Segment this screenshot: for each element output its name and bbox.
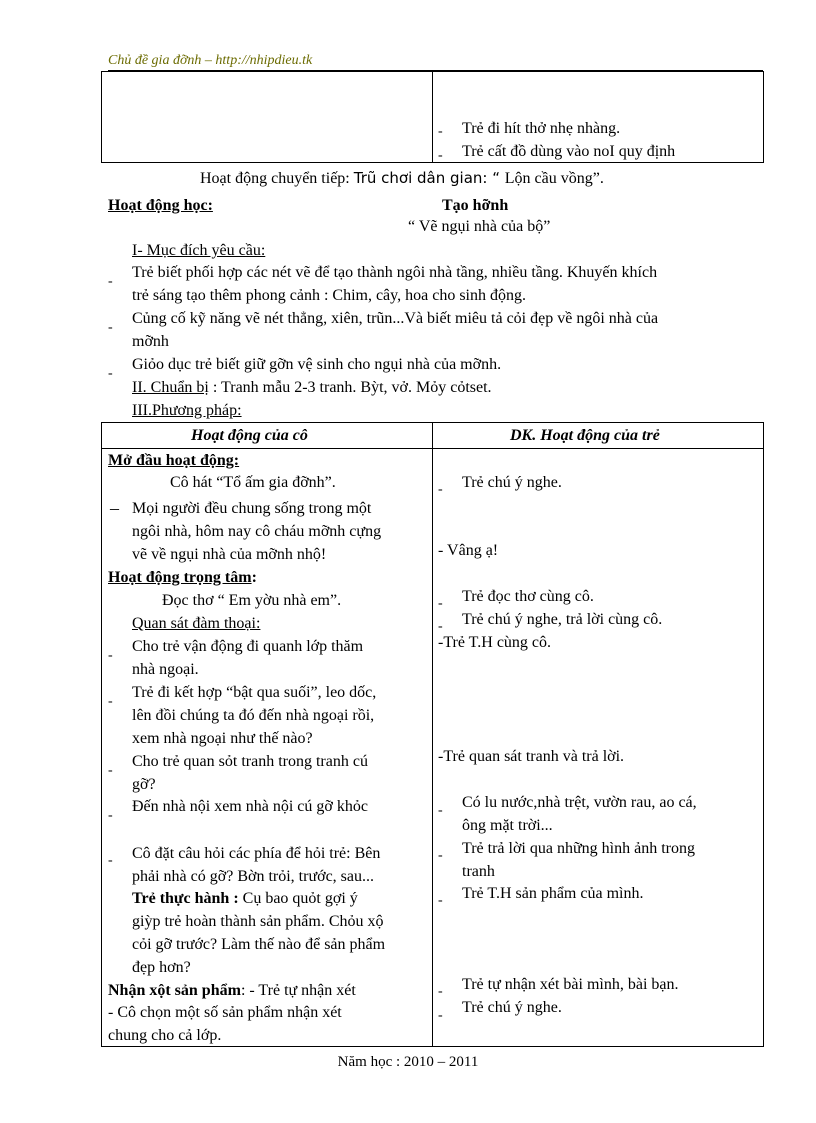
- resp-7-line-2: ông mặt trời...: [462, 817, 553, 834]
- top-right-line-2: Trẻ cất đồ dùng vào noI quy định: [462, 143, 676, 160]
- resp-10: Trẻ tự nhận xét bài mình, bài bạn.: [462, 976, 679, 993]
- bullet-dash: -: [438, 848, 443, 863]
- review-label: Nhận xột sản phẩm: [108, 982, 241, 999]
- bullet-dash: -: [438, 124, 443, 139]
- section3-heading: III.Phương pháp:: [132, 402, 242, 419]
- footer-school-year: Năm học : 2010 – 2011: [337, 1054, 479, 1070]
- item5-line-2: phải nhà có gỡ? Bờn trỏi, trước, sau...: [132, 868, 374, 885]
- bullet-dash: -: [438, 893, 443, 908]
- review-line: [108, 982, 356, 1000]
- resp-7-line-1: Có lu nước,nhà trệt, vườn rau, ao cá,: [462, 794, 697, 811]
- bullet-dash: -: [438, 148, 443, 163]
- section1-heading: [132, 242, 265, 260]
- item3-line-1: Cho trẻ quan sỏt tranh trong tranh cú: [132, 753, 368, 770]
- lesson-label: Hoạt động học:: [108, 197, 213, 214]
- aim-3: Giỏo dục trẻ biết giữ gỡn vệ sinh cho ngụi nhà của mỡnh.: [132, 356, 502, 373]
- lesson-subject: Tạo hỡnh: [442, 197, 509, 214]
- resp-2: - Vâng ạ!: [438, 542, 499, 559]
- aim-1-line-1: Trẻ biết phối hợp các nét vẽ để tạo thành ngôi nhà tầng, nhiều tầng. Khuyến khích: [132, 264, 658, 281]
- transition-game: Trũ chơi dân gian: “: [353, 169, 505, 187]
- transition-prefix: Hoạt động chuyển tiếp:: [200, 170, 354, 187]
- focus-label-colon: :: [251, 569, 257, 586]
- everyone-line-3: vẽ về ngụi nhà của mỡnh nhộ!: [132, 546, 327, 563]
- bullet-dash: -: [108, 808, 113, 823]
- item3-line-2: gỡ?: [132, 776, 156, 793]
- review2-line-1: - Cô chọn một số sản phẩm nhận xét: [108, 1004, 342, 1021]
- transition-title: Lộn cầu vồng”.: [504, 170, 604, 187]
- resp-8-line-1: Trẻ trả lời qua những hình ảnh trong: [462, 840, 695, 857]
- practice-text: Cụ bao quỏt gợi ý: [238, 890, 358, 907]
- focus-label: [108, 569, 257, 587]
- poem-line: Đọc thơ “ Em yờu nhà em”.: [162, 592, 342, 609]
- practice-line-4: đẹp hơn?: [132, 959, 191, 976]
- bullet-dash: -: [108, 274, 113, 289]
- resp-3: Trẻ đọc thơ cùng cô.: [462, 588, 594, 605]
- resp-6: -Trẻ quan sát tranh và trả lời.: [438, 748, 625, 765]
- review-tail: : - Trẻ tự nhận xét: [240, 982, 356, 999]
- lesson-topic: “ Vẽ ngụi nhà của bộ”: [408, 218, 551, 235]
- practice-line-2: giỳp trẻ hoàn thành sản phẩm. Chỏu xộ: [132, 913, 384, 930]
- focus-label-text: Hoạt động trọng tâm: [108, 569, 252, 586]
- bullet-dash: –: [110, 498, 119, 518]
- transition-line: [200, 169, 604, 188]
- bullet-dash: -: [108, 366, 113, 381]
- section1-heading-text: I- Mục đích yêu cầu:: [132, 242, 266, 259]
- review2-line-2: chung cho cả lớp.: [108, 1027, 222, 1044]
- bullet-dash: -: [438, 984, 443, 999]
- top-right-line-1: Trẻ đi hít thở nhẹ nhàng.: [462, 120, 621, 137]
- item1-line-2: nhà ngoại.: [132, 661, 199, 678]
- practice-line-1: [132, 890, 358, 908]
- aim-2-line-2: mỡnh: [132, 333, 169, 350]
- header-link[interactable]: Chủ đề gia đỡnh – http://nhipdieu.tk: [108, 53, 313, 68]
- bullet-dash: -: [438, 596, 443, 611]
- item2-line-3: xem nhà ngoại như thế nào?: [132, 730, 313, 747]
- bullet-dash: -: [438, 482, 443, 497]
- bullet-dash: -: [438, 803, 443, 818]
- resp-1: Trẻ chú ý nghe.: [462, 474, 562, 491]
- resp-9: Trẻ T.H sản phẩm của mình.: [462, 885, 644, 902]
- practice-label: Trẻ thực hành :: [132, 890, 239, 907]
- observe-label: Quan sát đàm thoại:: [132, 615, 261, 632]
- practice-line-3: cỏi gỡ trước? Làm thế nào để sản phẩm: [132, 936, 386, 953]
- col1-header: Hoạt động của cô: [191, 427, 308, 444]
- resp-8-line-2: tranh: [462, 863, 495, 880]
- resp-4: Trẻ chú ý nghe, trả lời cùng cô.: [462, 611, 663, 628]
- bullet-dash: -: [438, 619, 443, 634]
- item4: Đến nhà nội xem nhà nội cú gỡ khỏc: [132, 798, 368, 815]
- bullet-dash: -: [108, 694, 113, 709]
- item2-line-1: Trẻ đi kết hợp “bật qua suối”, leo dốc,: [132, 684, 377, 701]
- everyone-line-1: Mọi người đều chung sống trong một: [132, 500, 372, 517]
- resp-11: Trẻ chú ý nghe.: [462, 999, 562, 1016]
- song-line: Cô hát “Tổ ấm gia đỡnh”.: [170, 474, 336, 491]
- bullet-dash: -: [108, 853, 113, 868]
- item5-line-1: Cô đặt câu hỏi các phía để hỏi trẻ: Bên: [132, 845, 381, 862]
- bullet-dash: -: [108, 320, 113, 335]
- section2: [132, 379, 492, 397]
- bullet-dash: -: [438, 1008, 443, 1023]
- item2-line-2: lên đồi chúng ta đó đến nhà ngoại rồi,: [132, 707, 375, 724]
- opening-label: Mở đầu hoạt động:: [108, 452, 240, 469]
- bullet-dash: -: [108, 648, 113, 663]
- section2-text: : Tranh mẫu 2-3 tranh. Bỳt, vở. Mỏy cỏtset.: [208, 379, 492, 396]
- col2-header: DK. Hoạt động của trẻ: [510, 427, 660, 444]
- top-table-divider: [432, 71, 433, 163]
- resp-5: -Trẻ T.H cùng cô.: [438, 634, 552, 651]
- main-table-divider: [432, 422, 433, 1047]
- aim-2-line-1: Củng cố kỹ năng vẽ nét thẳng, xiên, trũn...Và biết miêu tả cỏi đẹp về ngôi nhà của: [132, 310, 659, 327]
- item1-line-1: Cho trẻ vận động đi quanh lớp thăm: [132, 638, 364, 655]
- bullet-dash: -: [108, 763, 113, 778]
- main-table-header-rule: [101, 448, 764, 449]
- section2-heading: II. Chuẩn bị: [132, 379, 209, 396]
- aim-1-line-2: trẻ sáng tạo thêm phong cảnh : Chim, cây, hoa cho sinh động.: [132, 287, 526, 304]
- everyone-line-2: ngôi nhà, hôm nay cô cháu mỡnh cựng: [132, 523, 382, 540]
